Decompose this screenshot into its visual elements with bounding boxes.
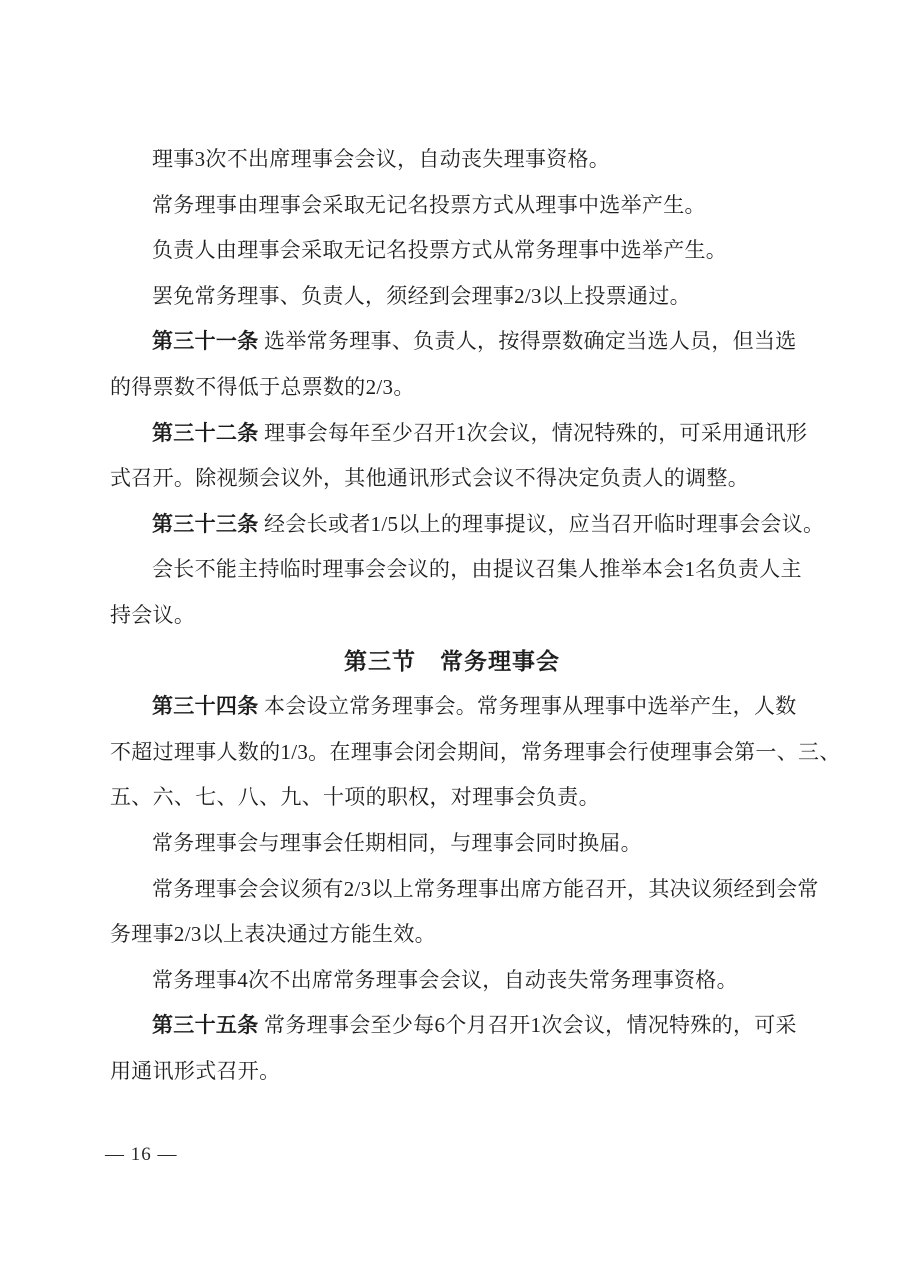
text-line: 第三十二条 理事会每年至少召开1次会议，情况特殊的，可采用通讯形 [152, 420, 808, 445]
text-line: 不超过理事人数的1/3。在理事会闭会期间，常务理事会行使理事会第一、三、 [110, 739, 841, 764]
section-heading: 第三节 常务理事会 [344, 647, 560, 674]
document-body [110, 137, 841, 1094]
text-line: 负责人由理事会采取无记名投票方式从常务理事中选举产生。 [152, 238, 728, 263]
article-number: 第三十二条 [152, 420, 259, 445]
text-line: 常务理事会会议须有2/3以上常务理事出席方能召开，其决议须经到会常 [152, 876, 819, 901]
text-line: 的得票数不得低于总票数的2/3。 [110, 374, 415, 399]
page-number: — 16 — [105, 1144, 178, 1165]
text-line: 第三十四条 本会设立常务理事会。常务理事从理事中选举产生，人数 [152, 694, 797, 719]
text-line: 常务理事由理事会采取无记名投票方式从理事中选举产生。 [152, 192, 706, 217]
text-line: 五、六、七、八、九、十项的职权，对理事会负责。 [110, 785, 600, 810]
article-number: 第三十一条 [152, 329, 259, 354]
text-line: 第三十一条 选举常务理事、负责人，按得票数确定当选人员，但当选 [152, 329, 797, 354]
text-line: 常务理事会与理事会任期相同，与理事会同时换届。 [152, 830, 642, 855]
text-line: 第三十三条 经会长或者1/5以上的理事提议，应当召开临时理事会会议。 [152, 511, 825, 536]
text-line: 常务理事4次不出席常务理事会会议，自动丧失常务理事资格。 [152, 967, 738, 992]
text-line: 用通讯形式召开。 [110, 1058, 281, 1083]
text-line: 持会议。 [110, 602, 196, 627]
text-line: 罢免常务理事、负责人，须经到会理事2/3以上投票通过。 [152, 283, 691, 308]
text-line: 第三十五条 常务理事会至少每6个月召开1次会议，情况特殊的，可采 [152, 1013, 797, 1038]
text-line: 会长不能主持临时理事会会议的，由提议召集人推举本会1名负责人主 [152, 557, 802, 582]
text-line: 务理事2/3以上表决通过方能生效。 [110, 922, 436, 947]
article-number: 第三十五条 [152, 1013, 259, 1038]
article-number: 第三十三条 [152, 511, 259, 536]
text-line: 理事3次不出席理事会会议，自动丧失理事资格。 [152, 147, 611, 171]
text-line: 式召开。除视频会议外，其他通讯形式会议不得决定负责人的调整。 [110, 466, 749, 491]
article-number: 第三十四条 [152, 694, 259, 719]
